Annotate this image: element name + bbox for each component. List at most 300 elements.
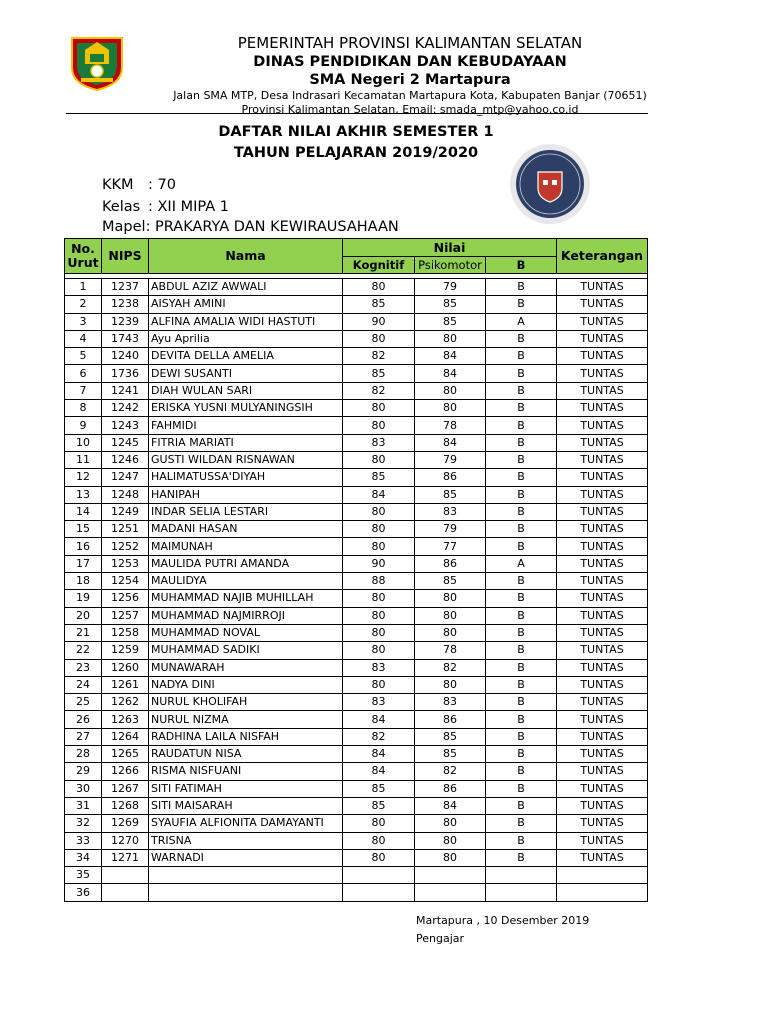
- cell-psikomotor: 80: [415, 400, 486, 417]
- cell-b: B: [486, 417, 557, 434]
- cell-nama: MUHAMMAD NAJMIRROJI: [149, 607, 343, 624]
- cell-no: 28: [65, 746, 102, 763]
- cell-keterangan: TUNTAS: [557, 400, 648, 417]
- mapel-row: [102, 219, 399, 235]
- cell-kognitif: 80: [343, 400, 415, 417]
- cell-keterangan: TUNTAS: [557, 573, 648, 590]
- cell-nama: MAULIDYA: [149, 573, 343, 590]
- header-nama: Nama: [149, 239, 343, 274]
- cell-keterangan: TUNTAS: [557, 849, 648, 866]
- cell-nips: 1251: [102, 521, 149, 538]
- cell-keterangan: TUNTAS: [557, 607, 648, 624]
- cell-b: B: [486, 676, 557, 693]
- cell-kognitif: 80: [343, 849, 415, 866]
- table-row: [65, 832, 648, 849]
- grade-rows: [65, 279, 648, 902]
- cell-kognitif: 80: [343, 815, 415, 832]
- cell-kognitif: 80: [343, 832, 415, 849]
- table-row: [65, 365, 648, 382]
- table-row: [65, 503, 648, 520]
- cell-psikomotor: 85: [415, 573, 486, 590]
- cell-nips: 1252: [102, 538, 149, 555]
- cell-b: B: [486, 659, 557, 676]
- header-line-government: PEMERINTAH PROVINSI KALIMANTAN SELATAN: [237, 34, 583, 52]
- table-row: [65, 296, 648, 313]
- table-row: [65, 486, 648, 503]
- cell-b: B: [486, 746, 557, 763]
- cell-nips: 1240: [102, 348, 149, 365]
- cell-b: B: [486, 330, 557, 347]
- cell-no: 32: [65, 815, 102, 832]
- table-row: [65, 849, 648, 866]
- cell-psikomotor: 86: [415, 780, 486, 797]
- cell-nama: RADHINA LAILA NISFAH: [149, 728, 343, 745]
- cell-nips: 1256: [102, 590, 149, 607]
- table-row: [65, 659, 648, 676]
- cell-psikomotor: 79: [415, 279, 486, 296]
- cell-psikomotor: 85: [415, 296, 486, 313]
- table-row: [65, 555, 648, 572]
- cell-no: 23: [65, 659, 102, 676]
- cell-b: B: [486, 780, 557, 797]
- signature-place-date: Martapura , 10 Desember 2019: [416, 914, 590, 927]
- cell-keterangan: TUNTAS: [557, 694, 648, 711]
- cell-kognitif: 85: [343, 797, 415, 814]
- cell-nips: 1259: [102, 642, 149, 659]
- cell-b: B: [486, 797, 557, 814]
- cell-kognitif: 80: [343, 538, 415, 555]
- table-row: [65, 746, 648, 763]
- table-row: [65, 607, 648, 624]
- cell-kognitif: 90: [343, 555, 415, 572]
- cell-b: A: [486, 555, 557, 572]
- cell-no: 24: [65, 676, 102, 693]
- cell-nama: RISMA NISFUANI: [149, 763, 343, 780]
- cell-no: 14: [65, 503, 102, 520]
- cell-kognitif: 80: [343, 451, 415, 468]
- cell-nama: ABDUL AZIZ AWWALI: [149, 279, 343, 296]
- cell-no: 3: [65, 313, 102, 330]
- cell-nips: 1242: [102, 400, 149, 417]
- cell-nama: MUHAMMAD NOVAL: [149, 624, 343, 641]
- cell-psikomotor: 79: [415, 451, 486, 468]
- cell-psikomotor: 77: [415, 538, 486, 555]
- cell-nama: RAUDATUN NISA: [149, 746, 343, 763]
- table-row: [65, 400, 648, 417]
- cell-no: 29: [65, 763, 102, 780]
- cell-nips: 1241: [102, 382, 149, 399]
- cell-no: 36: [65, 884, 102, 901]
- cell-keterangan: TUNTAS: [557, 797, 648, 814]
- cell-nama: HALIMATUSSA'DIYAH: [149, 469, 343, 486]
- cell-psikomotor: 86: [415, 555, 486, 572]
- kkm-value: : 70: [148, 177, 176, 193]
- cell-keterangan: TUNTAS: [557, 521, 648, 538]
- cell-kognitif: 83: [343, 659, 415, 676]
- cell-nips: 1258: [102, 624, 149, 641]
- cell-b: B: [486, 849, 557, 866]
- cell-nama: FITRIA MARIATI: [149, 434, 343, 451]
- cell-keterangan: TUNTAS: [557, 711, 648, 728]
- cell-nips: 1253: [102, 555, 149, 572]
- cell-kognitif: 80: [343, 279, 415, 296]
- cell-no: 22: [65, 642, 102, 659]
- cell-b: B: [486, 642, 557, 659]
- cell-nips: 1266: [102, 763, 149, 780]
- cell-psikomotor: 85: [415, 486, 486, 503]
- table-row: [65, 279, 648, 296]
- cell-nama: MUHAMMAD SADIKI: [149, 642, 343, 659]
- header-line-address: Jalan SMA MTP, Desa Indrasari Kecamatan Martapura Kota, Kabupaten Banjar (70651): [173, 89, 647, 102]
- cell-nama: MUHAMMAD NAJIB MUHILLAH: [149, 590, 343, 607]
- cell-b: B: [486, 763, 557, 780]
- cell-keterangan: TUNTAS: [557, 365, 648, 382]
- cell-keterangan: TUNTAS: [557, 815, 648, 832]
- table-row: [65, 815, 648, 832]
- table-row: [65, 538, 648, 555]
- cell-b: B: [486, 469, 557, 486]
- cell-b: B: [486, 711, 557, 728]
- cell-no: 5: [65, 348, 102, 365]
- cell-nama: NADYA DINI: [149, 676, 343, 693]
- cell-nama: MADANI HASAN: [149, 521, 343, 538]
- letterhead: [90, 34, 730, 117]
- cell-kognitif: 80: [343, 330, 415, 347]
- cell-psikomotor: 85: [415, 728, 486, 745]
- header-keterangan: Keterangan: [557, 239, 648, 274]
- cell-no: 2: [65, 296, 102, 313]
- table-row: [65, 573, 648, 590]
- cell-keterangan: TUNTAS: [557, 417, 648, 434]
- table-row: [65, 590, 648, 607]
- cell-kognitif: 80: [343, 417, 415, 434]
- cell-psikomotor: 78: [415, 417, 486, 434]
- cell-kognitif: 88: [343, 573, 415, 590]
- header-nips: NIPS: [102, 239, 149, 274]
- cell-no: 35: [65, 867, 102, 884]
- cell-no: 8: [65, 400, 102, 417]
- cell-nips: 1268: [102, 797, 149, 814]
- cell-nips: 1263: [102, 711, 149, 728]
- cell-no: 34: [65, 849, 102, 866]
- cell-b: B: [486, 486, 557, 503]
- cell-psikomotor: 79: [415, 521, 486, 538]
- cell-no: 12: [65, 469, 102, 486]
- cell-keterangan: TUNTAS: [557, 434, 648, 451]
- cell-no: 9: [65, 417, 102, 434]
- cell-nama: DEVITA DELLA AMELIA: [149, 348, 343, 365]
- cell-nips: [102, 884, 149, 901]
- cell-nama: NURUL KHOLIFAH: [149, 694, 343, 711]
- cell-kognitif: 82: [343, 382, 415, 399]
- cell-kognitif: 82: [343, 728, 415, 745]
- cell-kognitif: 83: [343, 694, 415, 711]
- cell-keterangan: TUNTAS: [557, 676, 648, 693]
- table-row: [65, 867, 648, 884]
- cell-nama: MAIMUNAH: [149, 538, 343, 555]
- cell-kognitif: 84: [343, 486, 415, 503]
- kkm-label: KKM: [102, 177, 134, 193]
- cell-kognitif: 80: [343, 521, 415, 538]
- table-row: [65, 348, 648, 365]
- cell-nips: 1262: [102, 694, 149, 711]
- cell-keterangan: TUNTAS: [557, 538, 648, 555]
- cell-kognitif: 83: [343, 434, 415, 451]
- table-row: [65, 330, 648, 347]
- cell-nama: MAULIDA PUTRI AMANDA: [149, 555, 343, 572]
- cell-nips: 1247: [102, 469, 149, 486]
- cell-nips: 1261: [102, 676, 149, 693]
- cell-nama: GUSTI WILDAN RISNAWAN: [149, 451, 343, 468]
- header-line-email: Provinsi Kalimantan Selatan, Email: smada_mtp@yahoo.co.id: [241, 103, 579, 116]
- cell-nips: 1736: [102, 365, 149, 382]
- cell-kognitif: 80: [343, 642, 415, 659]
- mapel-value: : PRAKARYA DAN KEWIRAUSAHAAN: [145, 219, 399, 235]
- cell-kognitif: 85: [343, 365, 415, 382]
- cell-kognitif: 85: [343, 296, 415, 313]
- table-row: [65, 884, 648, 901]
- cell-kognitif: 80: [343, 676, 415, 693]
- cell-psikomotor: 80: [415, 382, 486, 399]
- cell-nips: 1249: [102, 503, 149, 520]
- mapel-label: Mapel: [102, 219, 146, 235]
- cell-nama: SITI MAISARAH: [149, 797, 343, 814]
- cell-keterangan: TUNTAS: [557, 382, 648, 399]
- grades-table: [64, 238, 648, 902]
- cell-psikomotor: 80: [415, 676, 486, 693]
- cell-nama: DIAH WULAN SARI: [149, 382, 343, 399]
- cell-no: 30: [65, 780, 102, 797]
- cell-no: 26: [65, 711, 102, 728]
- table-row: [65, 382, 648, 399]
- header-divider: [66, 113, 648, 114]
- cell-kognitif: 80: [343, 503, 415, 520]
- cell-b: B: [486, 573, 557, 590]
- cell-nips: 1248: [102, 486, 149, 503]
- table-row: [65, 711, 648, 728]
- cell-nama: FAHMIDI: [149, 417, 343, 434]
- cell-no: 19: [65, 590, 102, 607]
- cell-keterangan: TUNTAS: [557, 486, 648, 503]
- cell-kognitif: 84: [343, 763, 415, 780]
- table-row: [65, 434, 648, 451]
- cell-b: [486, 884, 557, 901]
- table-row: [65, 451, 648, 468]
- cell-b: B: [486, 296, 557, 313]
- kelas-row: [102, 199, 229, 215]
- cell-keterangan: TUNTAS: [557, 330, 648, 347]
- cell-kognitif: [343, 867, 415, 884]
- table-row: [65, 521, 648, 538]
- cell-keterangan: TUNTAS: [557, 555, 648, 572]
- cell-b: B: [486, 590, 557, 607]
- cell-nips: 1270: [102, 832, 149, 849]
- cell-nips: 1243: [102, 417, 149, 434]
- cell-no: 11: [65, 451, 102, 468]
- cell-b: B: [486, 400, 557, 417]
- cell-nama: [149, 867, 343, 884]
- cell-b: B: [486, 503, 557, 520]
- cell-b: B: [486, 815, 557, 832]
- header-kognitif: Kognitif: [343, 257, 415, 274]
- cell-nama: Ayu Aprilia: [149, 330, 343, 347]
- cell-nips: 1257: [102, 607, 149, 624]
- cell-psikomotor: 84: [415, 348, 486, 365]
- kkm-row: [102, 177, 176, 193]
- cell-nama: AISYAH AMINI: [149, 296, 343, 313]
- header-line-department: DINAS PENDIDIKAN DAN KEBUDAYAAN: [253, 54, 567, 70]
- cell-nama: WARNADI: [149, 849, 343, 866]
- cell-no: 21: [65, 624, 102, 641]
- cell-keterangan: TUNTAS: [557, 642, 648, 659]
- table-row: [65, 797, 648, 814]
- cell-no: 20: [65, 607, 102, 624]
- cell-kognitif: 84: [343, 746, 415, 763]
- cell-kognitif: 85: [343, 780, 415, 797]
- table-row: [65, 763, 648, 780]
- table-row: [65, 313, 648, 330]
- cell-keterangan: TUNTAS: [557, 780, 648, 797]
- cell-keterangan: TUNTAS: [557, 590, 648, 607]
- cell-psikomotor: [415, 884, 486, 901]
- cell-nips: 1265: [102, 746, 149, 763]
- table-row: [65, 642, 648, 659]
- cell-nama: SYAUFIA ALFIONITA DAMAYANTI: [149, 815, 343, 832]
- cell-psikomotor: 83: [415, 503, 486, 520]
- table-row: [65, 676, 648, 693]
- cell-psikomotor: 85: [415, 313, 486, 330]
- cell-nips: 1271: [102, 849, 149, 866]
- header-line-school: SMA Negeri 2 Martapura: [309, 72, 511, 88]
- header-psikomotor: Psikomotor: [415, 257, 486, 274]
- cell-nama: [149, 884, 343, 901]
- header-b: B: [486, 257, 557, 274]
- cell-psikomotor: 80: [415, 832, 486, 849]
- cell-nama: INDAR SELIA LESTARI: [149, 503, 343, 520]
- cell-nips: 1264: [102, 728, 149, 745]
- cell-psikomotor: 83: [415, 694, 486, 711]
- cell-no: 13: [65, 486, 102, 503]
- cell-b: B: [486, 521, 557, 538]
- cell-nips: 1239: [102, 313, 149, 330]
- cell-kognitif: 84: [343, 711, 415, 728]
- cell-no: 33: [65, 832, 102, 849]
- cell-keterangan: TUNTAS: [557, 728, 648, 745]
- cell-kognitif: 90: [343, 313, 415, 330]
- cell-psikomotor: 82: [415, 763, 486, 780]
- signature-role: Pengajar: [416, 932, 465, 945]
- cell-psikomotor: 86: [415, 469, 486, 486]
- cell-keterangan: TUNTAS: [557, 659, 648, 676]
- cell-b: B: [486, 694, 557, 711]
- cell-psikomotor: 80: [415, 330, 486, 347]
- cell-psikomotor: 80: [415, 815, 486, 832]
- cell-keterangan: TUNTAS: [557, 279, 648, 296]
- cell-no: 10: [65, 434, 102, 451]
- cell-psikomotor: 84: [415, 797, 486, 814]
- cell-no: 16: [65, 538, 102, 555]
- cell-b: A: [486, 313, 557, 330]
- cell-no: 1: [65, 279, 102, 296]
- cell-kognitif: 82: [343, 348, 415, 365]
- cell-keterangan: TUNTAS: [557, 451, 648, 468]
- cell-psikomotor: 78: [415, 642, 486, 659]
- cell-keterangan: TUNTAS: [557, 469, 648, 486]
- cell-nama: ERISKA YUSNI MULYANINGSIH: [149, 400, 343, 417]
- cell-nips: 1267: [102, 780, 149, 797]
- cell-no: 31: [65, 797, 102, 814]
- table-row: [65, 694, 648, 711]
- cell-nips: 1237: [102, 279, 149, 296]
- cell-b: B: [486, 451, 557, 468]
- cell-no: 4: [65, 330, 102, 347]
- cell-kognitif: 80: [343, 607, 415, 624]
- cell-b: B: [486, 538, 557, 555]
- cell-psikomotor: 82: [415, 659, 486, 676]
- cell-nama: TRISNA: [149, 832, 343, 849]
- cell-b: B: [486, 832, 557, 849]
- cell-psikomotor: 84: [415, 365, 486, 382]
- cell-b: B: [486, 382, 557, 399]
- cell-psikomotor: 86: [415, 711, 486, 728]
- cell-b: B: [486, 279, 557, 296]
- cell-psikomotor: 80: [415, 624, 486, 641]
- cell-nama: NURUL NIZMA: [149, 711, 343, 728]
- cell-psikomotor: 85: [415, 746, 486, 763]
- cell-keterangan: TUNTAS: [557, 313, 648, 330]
- cell-keterangan: TUNTAS: [557, 832, 648, 849]
- cell-b: B: [486, 348, 557, 365]
- cell-no: 25: [65, 694, 102, 711]
- cell-b: B: [486, 624, 557, 641]
- cell-no: 7: [65, 382, 102, 399]
- cell-keterangan: TUNTAS: [557, 503, 648, 520]
- cell-kognitif: [343, 884, 415, 901]
- cell-psikomotor: 80: [415, 849, 486, 866]
- cell-nips: 1246: [102, 451, 149, 468]
- cell-no: 6: [65, 365, 102, 382]
- cell-no: 18: [65, 573, 102, 590]
- cell-keterangan: [557, 867, 648, 884]
- header-nilai: Nilai: [343, 239, 557, 257]
- cell-keterangan: TUNTAS: [557, 746, 648, 763]
- kelas-label: Kelas: [102, 199, 141, 215]
- cell-no: 15: [65, 521, 102, 538]
- table-row: [65, 780, 648, 797]
- cell-nips: 1269: [102, 815, 149, 832]
- cell-b: [486, 867, 557, 884]
- cell-b: B: [486, 728, 557, 745]
- table-row: [65, 417, 648, 434]
- document-title: DAFTAR NILAI AKHIR SEMESTER 1: [218, 124, 494, 140]
- header-no-urut: No. Urut: [65, 239, 102, 274]
- cell-kognitif: 85: [343, 469, 415, 486]
- cell-nips: 1743: [102, 330, 149, 347]
- cell-keterangan: TUNTAS: [557, 348, 648, 365]
- table-row: [65, 728, 648, 745]
- cell-nips: 1254: [102, 573, 149, 590]
- cell-b: B: [486, 365, 557, 382]
- cell-nama: MUNAWARAH: [149, 659, 343, 676]
- table-row: [65, 624, 648, 641]
- cell-no: 27: [65, 728, 102, 745]
- cell-keterangan: TUNTAS: [557, 763, 648, 780]
- cell-nama: SITI FATIMAH: [149, 780, 343, 797]
- cell-b: B: [486, 434, 557, 451]
- cell-keterangan: [557, 884, 648, 901]
- cell-nips: 1260: [102, 659, 149, 676]
- cell-nips: 1238: [102, 296, 149, 313]
